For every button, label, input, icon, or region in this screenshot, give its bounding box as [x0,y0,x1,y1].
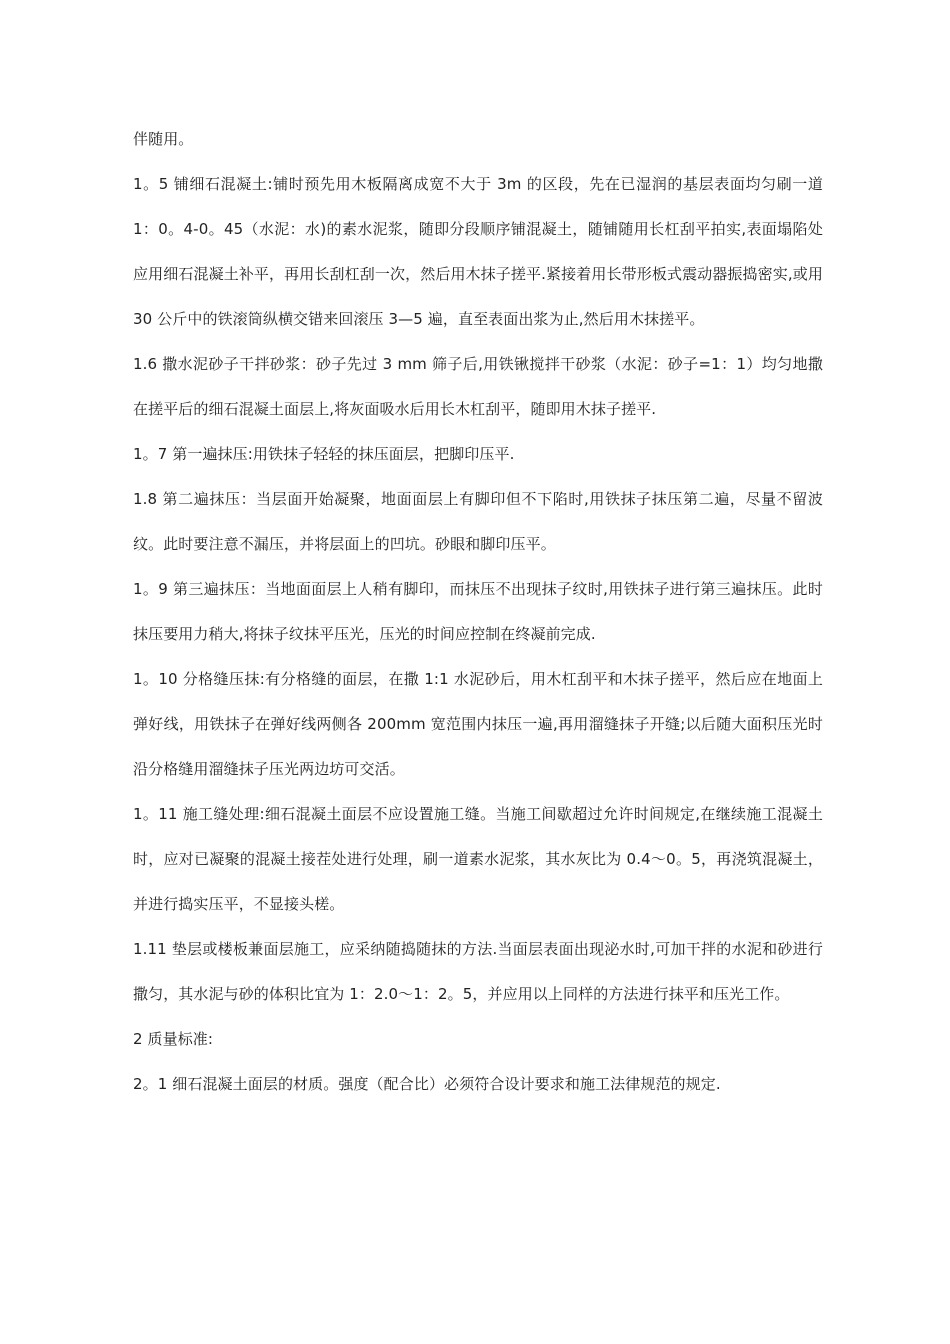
paragraph-1-7: 1。7 第一遍抹压:用铁抹子轻轻的抹压面层，把脚印压平. [133,445,515,463]
paragraph-1-11-cushion-layer: 1.11 垫层或楼板兼面层施工，应采纳随捣随抹的方法.当面层表面出现泌水时,可加干拌的水泥和砂进行撒匀，其水泥与砂的体积比宜为 1：2.0～1：2。5，并应用以上同样的方法进行抹平和压光工作。 [133,940,823,1003]
paragraph-2-1: 2。1 细石混凝土面层的材质。强度（配合比）必须符合设计要求和施工法律规范的规定. [133,1075,721,1093]
paragraph-continuation: 伴随用。 [133,130,194,148]
paragraph-1-6: 1.6 撒水泥砂子干拌砂浆：砂子先过 3 mm 筛子后,用铁锹搅拌干砂浆（水泥：砂子=1：1）均匀地撒在搓平后的细石混凝土面层上,将灰面吸水后用长木杠刮平，随即用木抹子搓平. [133,355,823,418]
section-heading-quality-standard: 2 质量标准: [133,1030,214,1048]
paragraph-1-10: 1。10 分格缝压抹:有分格缝的面层，在撒 1:1 水泥砂后，用木杠刮平和木抹子搓平，然后应在地面上弹好线，用铁抹子在弹好线两侧各 200mm 宽范围内抹压一遍,再用溜缝抹子开缝;以后随大面积压光时沿分格缝用溜缝抹子压光两边坊可交活。 [133,670,823,778]
paragraph-1-8: 1.8 第二遍抹压：当层面开始凝聚，地面面层上有脚印但不下陷时,用铁抹子抹压第二遍，尽量不留波纹。此时要注意不漏压，并将层面上的凹坑。砂眼和脚印压平。 [133,490,823,553]
paragraph-1-5: 1。5 铺细石混凝土:铺时预先用木板隔离成宽不大于 3m 的区段，先在已湿润的基层表面均匀刷一道 1：0。4-0。45（水泥：水)的素水泥浆，随即分段顺序铺混凝土，随铺随用长杠刮平拍实,表面塌陷处应用细石混凝土补平，再用长刮杠刮一次，然后用木抹子搓平.紧接着用长带形板式震动器振捣密实,或用 30 公斤中的铁滚筒纵横交错来回滚压 3—5 遍，直至表面出浆为止,然后用木抹搓平。 [133,175,823,328]
paragraph-1-11-construction-joint: 1。11 施工缝处理:细石混凝土面层不应设置施工缝。当施工间歇超过允许时间规定,在继续施工混凝土时，应对已凝聚的混凝土接茬处进行处理，刷一道素水泥浆，其水灰比为 0.4～0。5，再浇筑混凝土，并进行捣实压平，不显接头槎。 [133,805,823,913]
paragraph-1-9: 1。9 第三遍抹压：当地面面层上人稍有脚印，而抹压不出现抹子纹时,用铁抹子进行第三遍抹压。此时抹压要用力稍大,将抹子纹抹平压光，压光的时间应控制在终凝前完成. [133,580,823,643]
document-body [133,117,823,1107]
